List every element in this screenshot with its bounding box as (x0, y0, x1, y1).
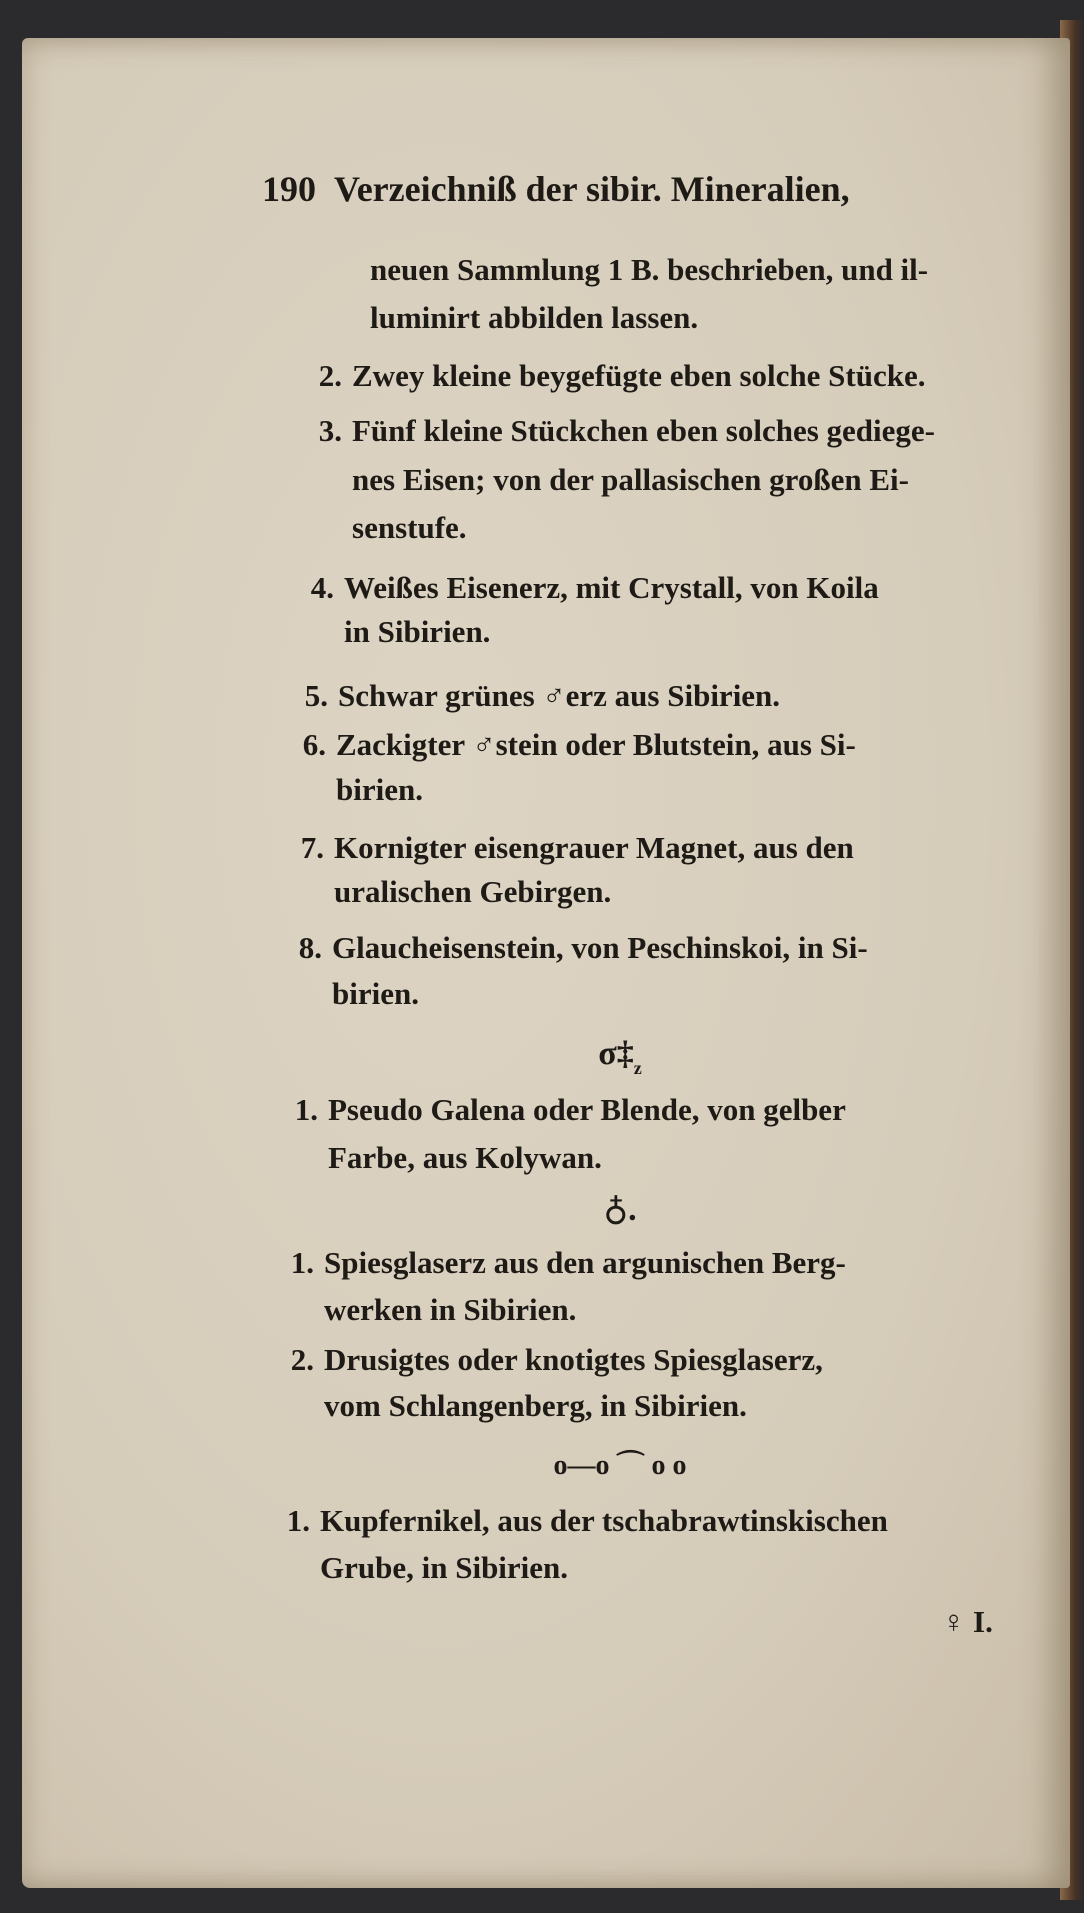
text-line: neuen Sammlung 1 B. beschrieben, und il- (370, 252, 929, 287)
text-line: Kupfernikel, aus der tschabrawtinskischen (320, 1503, 888, 1538)
item-number: 8. (298, 930, 322, 965)
text-line: senstufe. (352, 510, 467, 545)
page-number: 190 (262, 169, 316, 209)
zinc-symbol-icon: $\sigma\ddagger_z$ (598, 1035, 642, 1078)
running-header (262, 168, 850, 210)
item-number: 1. (290, 1245, 314, 1280)
item-number: 2. (290, 1342, 314, 1377)
text-line: in Sibirien. (344, 614, 491, 649)
text-line: Spiesglaserz aus den argunischen Berg- (324, 1245, 846, 1280)
item-number: 1. (286, 1503, 310, 1538)
text-line: Schwar grünes ♂erz aus Sibirien. (338, 678, 781, 713)
item-number: 6. (302, 727, 326, 762)
antimony-symbol-icon: ♁. (603, 1191, 637, 1228)
text-line: birien. (336, 772, 423, 807)
item-number: 7. (300, 830, 324, 865)
text-line: Weißes Eisenerz, mit Crystall, von Koila (344, 570, 879, 605)
text-line: luminirt abbilden lassen. (370, 300, 699, 335)
item-number: 3. (318, 413, 342, 448)
text-line: Grube, in Sibirien. (320, 1550, 569, 1585)
text-line: Kornigter eisengrauer Magnet, aus den (334, 830, 854, 865)
text-line: Pseudo Galena oder Blende, von gelber (328, 1092, 846, 1127)
text-line: werken in Sibirien. (324, 1292, 577, 1327)
text-line: Drusigtes oder knotigtes Spiesglaserz, (324, 1342, 823, 1377)
text-line: Farbe, aus Kolywan. (328, 1140, 602, 1175)
text-line: Fünf kleine Stückchen eben solches gediege- (352, 413, 935, 448)
item-number: 4. (310, 570, 334, 605)
item-number: 5. (304, 678, 328, 713)
text-line: Glaucheisenstein, von Peschinskoi, in Si- (332, 930, 868, 965)
running-title: Verzeichniß der sibir. Mineralien, (334, 169, 850, 209)
catchword: ♀ I. (942, 1604, 993, 1639)
text-line: Zwey kleine beygefügte eben solche Stücke. (352, 358, 926, 393)
text-line: nes Eisen; von der pallasischen großen Ei- (352, 462, 909, 497)
text-line: Zackigter ♂stein oder Blutstein, aus Si- (336, 727, 856, 762)
item-number: 2. (318, 358, 342, 393)
nickel-symbol-icon: o—o ⌒ o o (553, 1450, 687, 1481)
text-line: uralischen Gebirgen. (334, 874, 612, 909)
text-line: vom Schlangenberg, in Sibirien. (324, 1388, 747, 1423)
text-line: birien. (332, 976, 419, 1011)
item-number: 1. (294, 1092, 318, 1127)
